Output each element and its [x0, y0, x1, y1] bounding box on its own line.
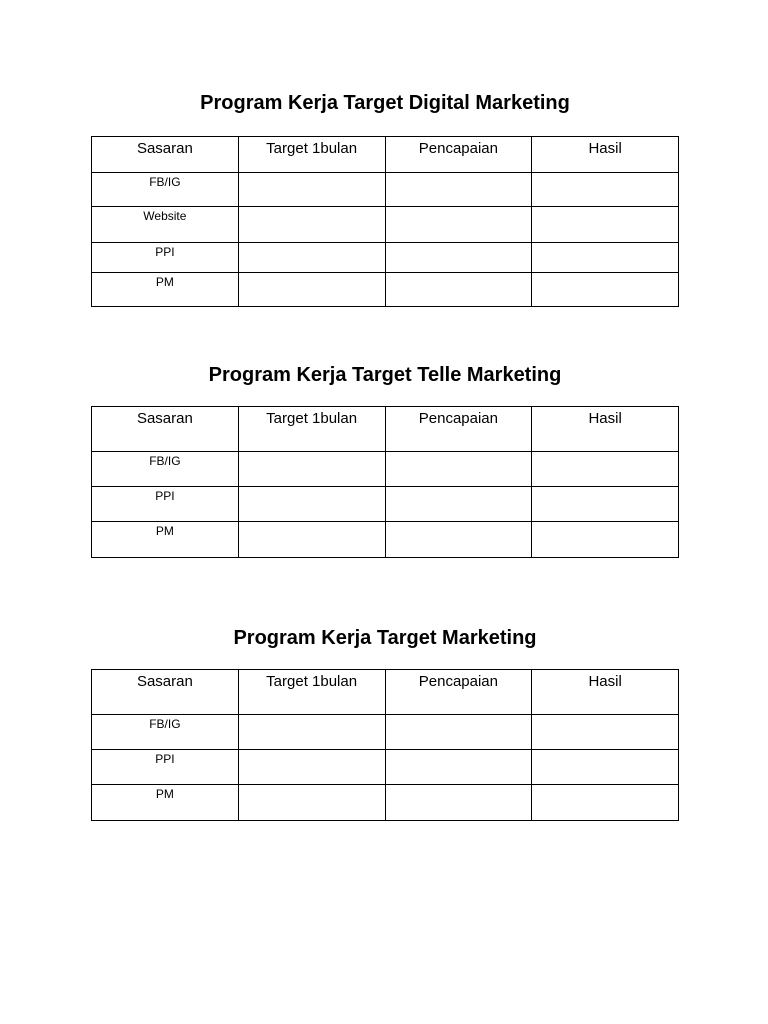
table-cell[interactable] [238, 273, 385, 307]
target-table [91, 406, 679, 558]
target-table [91, 136, 679, 307]
table-row [92, 487, 679, 522]
table-row [92, 173, 679, 207]
column-header-sasaran: Sasaran [92, 407, 239, 452]
table-cell[interactable] [238, 750, 385, 785]
row-label: PPI [92, 243, 239, 273]
table-cell[interactable] [385, 273, 532, 307]
table-cell[interactable] [385, 487, 532, 522]
table-cell[interactable] [532, 785, 679, 821]
column-header-hasil: Hasil [532, 137, 679, 173]
row-label: PM [92, 785, 239, 821]
column-header-sasaran: Sasaran [92, 670, 239, 715]
header-row [92, 137, 679, 173]
table-cell[interactable] [532, 452, 679, 487]
row-label: PPI [92, 487, 239, 522]
target-table [91, 669, 679, 821]
table-cell[interactable] [385, 452, 532, 487]
table-title: Program Kerja Target Telle Marketing [208, 364, 562, 386]
column-header-pencapaian: Pencapaian [385, 137, 532, 173]
table-cell[interactable] [532, 243, 679, 273]
row-label: PM [92, 522, 239, 558]
row-label: FB/IG [92, 715, 239, 750]
row-label: FB/IG [92, 173, 239, 207]
table-cell[interactable] [238, 715, 385, 750]
header-row [92, 407, 679, 452]
column-header-target: Target 1bulan [238, 670, 385, 715]
table-cell[interactable] [238, 207, 385, 243]
table-cell[interactable] [532, 273, 679, 307]
column-header-target: Target 1bulan [238, 137, 385, 173]
table-row [92, 452, 679, 487]
table-cell[interactable] [385, 207, 532, 243]
table-row [92, 243, 679, 273]
table-cell[interactable] [532, 715, 679, 750]
column-header-pencapaian: Pencapaian [385, 407, 532, 452]
table-cell[interactable] [238, 522, 385, 558]
table-cell[interactable] [385, 243, 532, 273]
table-cell[interactable] [238, 243, 385, 273]
table-row [92, 273, 679, 307]
table-cell[interactable] [385, 522, 532, 558]
table-row [92, 207, 679, 243]
column-header-pencapaian: Pencapaian [385, 670, 532, 715]
row-label: PPI [92, 750, 239, 785]
column-header-hasil: Hasil [532, 407, 679, 452]
row-label: FB/IG [92, 452, 239, 487]
table-cell[interactable] [385, 173, 532, 207]
table-row [92, 750, 679, 785]
table-cell[interactable] [532, 750, 679, 785]
table-title: Program Kerja Target Marketing [233, 627, 537, 649]
table-cell[interactable] [532, 487, 679, 522]
table-cell[interactable] [238, 452, 385, 487]
row-label: PM [92, 273, 239, 307]
table-row [92, 715, 679, 750]
table-row [92, 522, 679, 558]
table-cell[interactable] [385, 750, 532, 785]
column-header-hasil: Hasil [532, 670, 679, 715]
column-header-target: Target 1bulan [238, 407, 385, 452]
table-cell[interactable] [238, 487, 385, 522]
table-cell[interactable] [532, 522, 679, 558]
column-header-sasaran: Sasaran [92, 137, 239, 173]
table-cell[interactable] [532, 207, 679, 243]
table-title: Program Kerja Target Digital Marketing [200, 92, 570, 114]
table-cell[interactable] [238, 173, 385, 207]
row-label: Website [92, 207, 239, 243]
table-cell[interactable] [385, 785, 532, 821]
table-row [92, 785, 679, 821]
table-cell[interactable] [385, 715, 532, 750]
header-row [92, 670, 679, 715]
table-cell[interactable] [238, 785, 385, 821]
table-cell[interactable] [532, 173, 679, 207]
